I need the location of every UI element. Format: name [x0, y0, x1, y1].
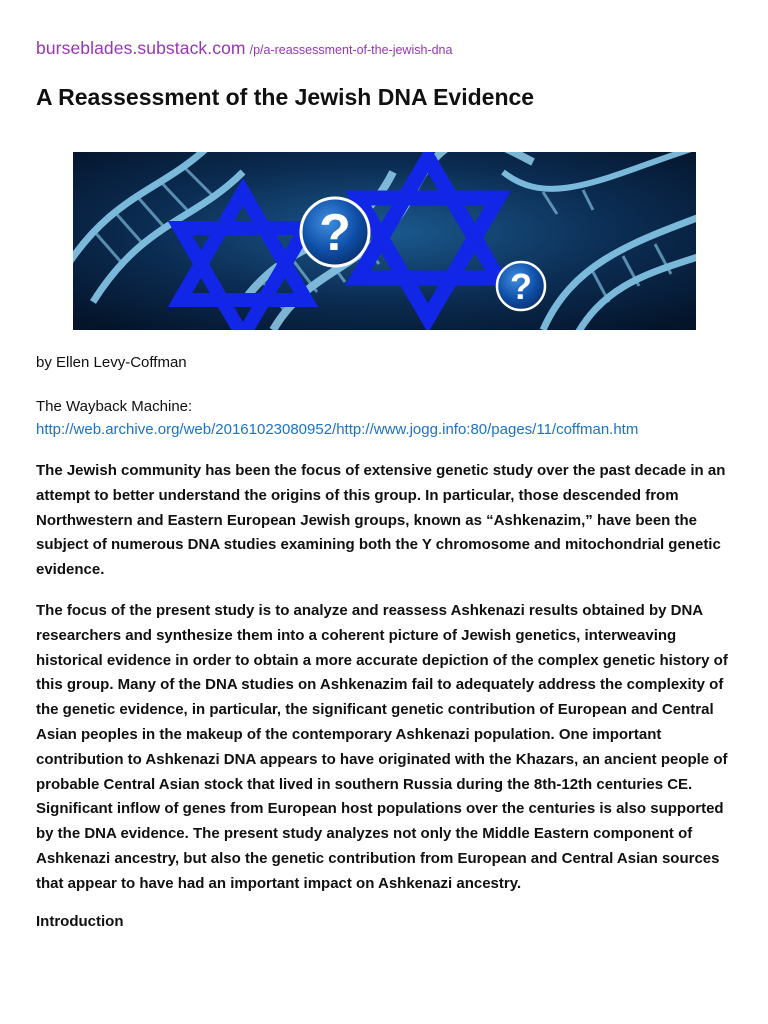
byline: by Ellen Levy-Coffman	[36, 354, 187, 371]
question-mark-badge-icon	[497, 262, 545, 310]
dna-stars-illustration	[73, 152, 696, 330]
site-domain[interactable]: burseblades.substack.com	[36, 38, 246, 58]
section-heading: Introduction	[36, 913, 124, 930]
article-title: A Reassessment of the Jewish DNA Evidence	[36, 84, 535, 110]
wayback-link[interactable]: http://web.archive.org/web/20161023080952/http://www.jogg.info:80/pages/11/coffman.htm	[36, 421, 639, 438]
question-mark-badge-icon	[301, 198, 369, 266]
url-line	[36, 38, 452, 59]
abstract-paragraph: The focus of the present study is to analyze and reassess Ashkenazi results obtained by DNA researchers and synthesize them into a coherent picture of Jewish genetics, interweaving historical evidence in order to obtain a more accurate depiction of the complex genetic history of this group. Many of the DNA studies on Ashkenazim fail to adequately address the complexity of the genetic evidence, in particular, the significant genetic contribution of European and Central Asian peoples in the makeup of the contemporary Ashkenazi population. One important contribution to Ashkenazi DNA appears to have originated with the Khazars, an ancient people of probable Central Asian stock that lived in southern Russia during the 8th-12th centuries CE. Significant inflow of genes from European host populations over the centuries is also supported by the DNA evidence. The present study analyzes not only the Middle Eastern component of Ashkenazi ancestry, but also the genetic contribution from European and Central Asian sources that appear to have had an important impact on Ashkenazi ancestry.	[36, 602, 728, 892]
wayback-label: The Wayback Machine:	[36, 398, 193, 415]
question-mark-text: ?	[319, 204, 351, 262]
url-path[interactable]: /p/a-reassessment-of-the-jewish-dna	[249, 43, 453, 57]
question-mark-text: ?	[510, 266, 532, 307]
hero-image	[73, 152, 696, 330]
abstract-paragraph: The Jewish community has been the focus of extensive genetic study over the past decade in an attempt to better understand the origins of this group. In particular, those descended from Northwestern and Eastern European Jewish groups, known as “Ashkenazim,” have been the subject of numerous DNA studies examining both the Y chromosome and mitochondrial genetic evidence.	[36, 462, 726, 579]
